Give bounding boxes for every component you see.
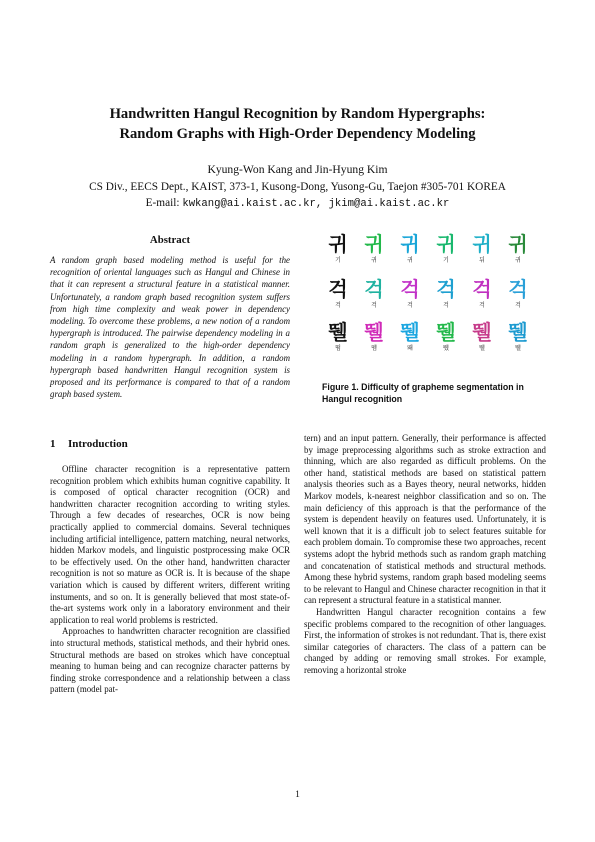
glyph-image: 뛜 <box>472 320 492 344</box>
email-line <box>40 196 555 212</box>
figure-row <box>322 320 536 364</box>
glyph-label: 귀 <box>407 257 413 264</box>
glyph-label: 귀 <box>515 257 521 264</box>
glyph-sample <box>466 232 498 276</box>
figure-row <box>322 277 536 321</box>
glyph-sample <box>502 232 534 276</box>
glyph-image: 귀 <box>364 232 384 256</box>
email-addresses: kwkang@ai.kaist.ac.kr, jkim@ai.kaist.ac.kr <box>182 198 450 210</box>
section-heading-introduction <box>50 437 290 451</box>
glyph-image: 뛜 <box>328 320 348 344</box>
paper-title <box>40 104 555 144</box>
glyph-image: 귀 <box>328 232 348 256</box>
figure-caption: Figure 1. Difficulty of grapheme segmentation in Hangul recognition <box>322 382 524 404</box>
affiliation: CS Div., EECS Dept., KAIST, 373-1, Kusong-Dong, Yusong-Gu, Taejon #305-701 KOREA <box>89 181 506 193</box>
paragraph: Handwritten Hangul character recognition contains a few specific problems compared to the recognition of other languages. First, the information of strokes is not redundant. That is, there exist similar categories of characters. The class of a pattern can be changed by adding or removing small strokes. For example, removing a horizontal stroke <box>304 606 546 675</box>
glyph-label: 뒤 <box>479 257 485 264</box>
glyph-sample <box>358 320 390 364</box>
glyph-label: 떰 <box>335 345 341 352</box>
section-number: 1 <box>50 438 56 450</box>
glyph-image: 뛜 <box>436 320 456 344</box>
email-label: E-mail: <box>145 197 180 209</box>
glyph-label: 걱 <box>371 302 377 309</box>
glyph-label: 귀 <box>371 257 377 264</box>
glyph-label: 걱 <box>335 302 341 309</box>
glyph-sample <box>358 232 390 276</box>
glyph-label: 기 <box>443 257 449 264</box>
glyph-label: 기 <box>335 257 341 264</box>
glyph-label: 뛨 <box>443 345 449 352</box>
paragraph: Offline character recognition is a representative pattern recognition problem which exhibits human cognitive capability. It is composed of optical character recognition (OCR) and handwritten character recognition according to writing styles. Through a few decades of researches, OCR is now being practically applied to commercial domains. Several techniques including artificial intelligence, pattern matching, neural networks, hidden Markov models, and linguistic postprocessing make OCR to be effectively used. On the other hand, handwritten character recognition is not so mature as OCR is. It is because of the shape variation which is caused by different writers, different writing instuments, and so on. It is generally believed that most state-of-the-art systems work only in a laboratory environment and their application to real world problems is restricted. <box>50 464 290 625</box>
figure-1-hangul-samples <box>322 232 536 366</box>
glyph-image: 귀 <box>472 232 492 256</box>
glyph-image: 걱 <box>328 277 348 301</box>
glyph-sample <box>430 277 462 321</box>
glyph-image: 걱 <box>364 277 384 301</box>
glyph-sample <box>502 277 534 321</box>
glyph-image: 걱 <box>436 277 456 301</box>
glyph-sample <box>430 320 462 364</box>
glyph-image: 귀 <box>400 232 420 256</box>
glyph-image: 귀 <box>436 232 456 256</box>
paragraph: Approaches to handwritten character recognition are classified into structural methods, statistical methods, and their hybrid ones. Structural methods are based on strokes which have conceptual meaning to human being and can recognize character patterns by finding stroke correspondence and a relationship between a class pattern (model pat- <box>50 626 290 695</box>
glyph-sample <box>394 320 426 364</box>
paragraph: tern) and an input pattern. Generally, their performance is affected by image preprocessing algorithms such as stroke extraction and thinning, which are also regarded as difficult problems. On the other hand, statistical methods are based on statistical pattern analysis theories such as a Bayes theory, neural networks, hidden Markov models, k-nearest neighbor classification and so on. The main deficiency of this approach is that the performance of the system is dependent heavily on features used. Unfortunately, it is well known that it is a difficult job to select features suitable for each problem domain. To compromise these two approaches, recent systems adopt the hybrid methods such as random graph matching and concatenation of statistical methods and structural methods. Among these hybrid systems, random graph based modeling seems to be relevant to Hangul and Chinese character recognition in that it can represent a structural feature in a statistical manner. <box>304 433 546 606</box>
authors: Kyung-Won Kang and Jin-Hyung Kim <box>207 163 388 176</box>
glyph-image: 걱 <box>472 277 492 301</box>
glyph-label: 걱 <box>479 302 485 309</box>
glyph-sample <box>358 277 390 321</box>
glyph-sample <box>394 232 426 276</box>
title-line-2: Random Graphs with High-Order Dependency Modeling <box>119 126 476 142</box>
glyph-sample <box>322 277 354 321</box>
glyph-label: 뙈 <box>407 345 413 352</box>
glyph-sample <box>430 232 462 276</box>
glyph-image: 뛜 <box>400 320 420 344</box>
abstract-body: A random graph based modeling method is useful for the recognition of oriental languages such as Hangul and Chinese in that it can represent a structural feature in a statistical manner. Unfortunately, a random graph based recognition system suffers from high time complexity and weak power in dependency modeling. To overcome these problems, a new notion of a random hypergraph is introduced. The pairwise dependency modeling in a random graph is generalized to the high-order dependency modeling in a random hypergraph. In addition, a random hypergraph based handwritten Hangul recognition system is proposed and its performance is compared to that of a random graph based system. <box>50 255 290 400</box>
glyph-sample <box>466 320 498 364</box>
glyph-sample <box>322 232 354 276</box>
abstract-heading: Abstract <box>149 234 191 246</box>
glyph-sample <box>322 320 354 364</box>
glyph-sample <box>466 277 498 321</box>
glyph-image: 걱 <box>508 277 528 301</box>
glyph-label: 걱 <box>443 302 449 309</box>
glyph-image: 귀 <box>508 232 528 256</box>
glyph-sample <box>394 277 426 321</box>
title-line-1: Handwritten Hangul Recognition by Random Hypergraphs: <box>109 106 486 122</box>
glyph-sample <box>502 320 534 364</box>
glyph-label: 뗌 <box>371 345 377 352</box>
glyph-label: 뛜 <box>515 345 521 352</box>
glyph-label: 걱 <box>407 302 413 309</box>
glyph-image: 뛜 <box>508 320 528 344</box>
left-column-text <box>50 464 290 696</box>
right-column-text <box>304 433 546 676</box>
glyph-label: 걱 <box>515 302 521 309</box>
section-title: Introduction <box>68 438 128 450</box>
figure-row <box>322 232 536 276</box>
glyph-image: 뛜 <box>364 320 384 344</box>
glyph-image: 걱 <box>400 277 420 301</box>
page-number: 1 <box>295 790 300 800</box>
glyph-label: 뛜 <box>479 345 485 352</box>
